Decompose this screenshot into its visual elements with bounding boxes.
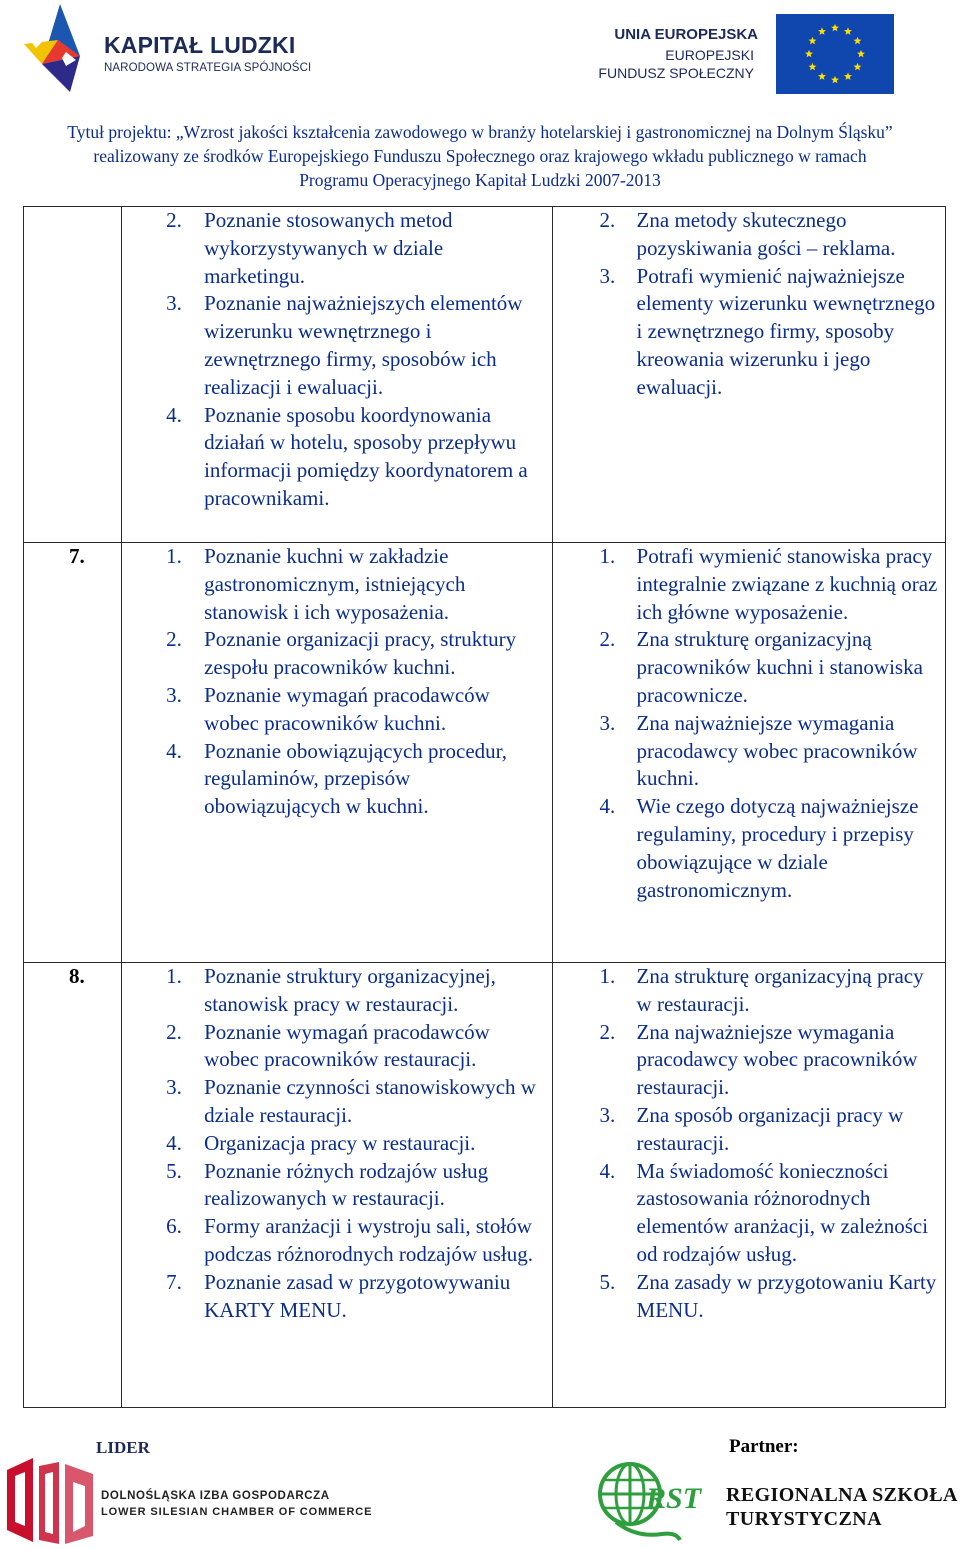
program-table: [23, 206, 946, 1408]
outcomes-cell-list: [600, 963, 939, 1324]
goal-item-text: Poznanie sposobu koordynowania działań w hotelu, sposoby przepływu informacji pomiędzy koordynatorem a pracownikami.: [204, 402, 528, 510]
goal-item-number: 5.: [166, 1158, 182, 1183]
outcome-item-text: Potrafi wymienić stanowiska pracy integralnie związane z kuchnią oraz ich główne wyposażenie.: [636, 544, 938, 624]
outcome-item: [600, 1158, 939, 1269]
outcome-item-number: 5.: [599, 1269, 616, 1294]
goal-item-number: 1.: [166, 964, 182, 988]
eu-logo: [594, 14, 894, 98]
kapital-ludzki-subtitle: NARODOWA STRATEGIA SPÓJNOŚCI: [104, 62, 312, 74]
goal-item: [166, 682, 545, 738]
table-row: [24, 543, 946, 963]
rst-name-line1: REGIONALNA SZKOŁA: [726, 1484, 958, 1506]
eu-line3: FUNDUSZ SPOŁECZNY: [598, 65, 754, 81]
goals-cell: [122, 207, 552, 543]
goal-item-text: Poznanie kuchni w zakładzie gastronomicznym, istniejących stanowisk i ich wyposażenia.: [204, 544, 466, 624]
outcome-item-text: Zna strukturę organizacyjną pracy w restauracji.: [636, 964, 924, 1016]
goal-item-text: Poznanie struktury organizacyjnej, stanowisk pracy w restauracji.: [204, 964, 496, 1016]
goal-item-number: 4.: [166, 402, 182, 427]
row-number: [24, 207, 122, 543]
goal-item-number: 3.: [166, 682, 182, 707]
goal-item-text: Poznanie zasad w przygotowywaniu KARTY MENU.: [204, 1269, 511, 1322]
goal-item-text: Poznanie najważniejszych elementów wizerunku wewnętrznego i zewnętrznego firmy, sposobów ich realizacji i ewaluacji.: [204, 291, 523, 399]
goals-cell-list: [166, 207, 545, 513]
goal-item: [166, 402, 545, 513]
outcome-item-number: 2.: [599, 208, 616, 232]
goal-item-number: 1.: [166, 544, 182, 568]
outcomes-cell-list: [600, 543, 939, 904]
outcome-item-number: 3.: [599, 263, 616, 288]
dig-name-pl: DOLNOŚLĄSKA IZBA GOSPODARCZA: [101, 1490, 330, 1502]
goal-item-number: 7.: [166, 1269, 182, 1294]
goal-item: [166, 207, 545, 290]
goal-item: [166, 543, 545, 626]
goal-item: [166, 1019, 545, 1075]
outcome-item-text: Zna sposób organizacji pracy w restauracji.: [636, 1102, 904, 1155]
outcome-item: [600, 710, 939, 793]
goal-item-number: 2.: [166, 627, 182, 652]
outcome-item: [600, 626, 939, 709]
goals-cell-list: [166, 543, 545, 821]
outcome-item: [600, 793, 939, 904]
outcome-item-text: Zna strukturę organizacyjną pracowników kuchni i stanowiska pracownicze.: [636, 627, 923, 707]
project-title-line2: realizowany ze środków Europejskiego Funduszu Społecznego oraz krajowego wkładu publicznego w ramach: [93, 146, 867, 166]
outcomes-cell-list: [600, 207, 939, 402]
goal-item: [166, 963, 545, 1019]
goal-item-text: Poznanie czynności stanowiskowych w dziale restauracji.: [204, 1075, 536, 1127]
outcome-item-text: Zna najważniejsze wymagania pracodawcy wobec pracowników kuchni.: [636, 710, 918, 791]
goal-item-number: 3.: [166, 1075, 182, 1100]
goal-item: [166, 1213, 545, 1269]
goal-item-text: Poznanie obowiązujących procedur, regulaminów, przepisów obowiązujących w kuchni.: [204, 738, 508, 819]
outcome-item-number: 4.: [599, 1158, 616, 1183]
outcome-item-text: Potrafi wymienić najważniejsze elementy wizerunku wewnętrznego i zewnętrznego firmy, sposoby kreowania wizerunku i jego ewaluacji.: [636, 263, 936, 399]
outcome-item: [600, 963, 939, 1019]
rst-name-line2: TURYSTYCZNA: [726, 1508, 882, 1530]
project-title: [0, 120, 960, 192]
outcomes-cell: [552, 543, 945, 963]
row-number: 7.: [24, 543, 122, 963]
goal-item-number: 3.: [166, 291, 182, 316]
project-title-line3: Programu Operacyjnego Kapitał Ludzki 2007-2013: [299, 170, 661, 190]
outcome-item-number: 2.: [599, 1019, 616, 1044]
outcome-item: [600, 263, 939, 402]
outcome-item-text: Ma świadomość konieczności zastosowania różnorodnych elementów aranżacji, w zależności od rodzajów usług.: [636, 1158, 929, 1266]
goal-item-number: 6.: [166, 1214, 182, 1239]
outcome-item-text: Zna metody skutecznego pozyskiwania gości – reklama.: [636, 208, 896, 260]
goals-cell: [122, 963, 552, 1408]
outcome-item-number: 4.: [599, 794, 616, 819]
kapital-ludzki-title: KAPITAŁ LUDZKI: [104, 32, 296, 58]
outcome-item: [600, 207, 939, 263]
rst-logo-text: RST: [646, 1482, 702, 1515]
goal-item: [166, 626, 545, 682]
goal-item-text: Poznanie organizacji pracy, struktury zespołu pracowników kuchni.: [204, 627, 517, 680]
outcome-item-text: Wie czego dotyczą najważniejsze regulaminy, procedury i przepisy obowiązujące w dziale gastronomicznym.: [636, 794, 919, 902]
project-title-line1: Tytuł projektu: „Wzrost jakości kształcenia zawodowego w branży hotelarskiej i gastronomicznej na Dolnym Śląsku”: [67, 122, 893, 142]
outcome-item-number: 1.: [599, 964, 616, 988]
goal-item: [166, 738, 545, 821]
goal-item-number: 4.: [166, 1130, 182, 1155]
goal-item-number: 2.: [166, 208, 182, 232]
goal-item: [166, 1074, 545, 1130]
goals-cell: [122, 543, 552, 963]
goal-item-number: 4.: [166, 738, 182, 763]
outcome-item: [600, 1269, 939, 1325]
table-row: [24, 207, 946, 543]
outcome-item-number: 3.: [599, 710, 616, 735]
goal-item-text: Organizacja pracy w restauracji.: [204, 1130, 476, 1155]
lider-label: LIDER: [96, 1438, 150, 1457]
table-row: [24, 963, 946, 1408]
kapital-ludzki-emblem-icon: [22, 4, 100, 96]
outcome-item: [600, 543, 939, 626]
eu-line2: EUROPEJSKI: [665, 47, 754, 63]
kapital-ludzki-logo: [22, 4, 322, 96]
goal-item: [166, 1130, 545, 1158]
goal-item-text: Poznanie wymagań pracodawców wobec pracowników kuchni.: [204, 682, 490, 735]
goal-item: [166, 1158, 545, 1214]
row-number: 8.: [24, 963, 122, 1408]
goal-item: [166, 1269, 545, 1325]
goal-item-text: Poznanie stosowanych metod wykorzystywanych w dziale marketingu.: [204, 208, 453, 288]
goal-item-text: Poznanie wymagań pracodawców wobec pracowników restauracji.: [204, 1019, 490, 1072]
eu-flag-icon: [776, 14, 894, 94]
outcome-item-number: 1.: [599, 544, 616, 568]
outcome-item-number: 3.: [599, 1102, 616, 1127]
partner-label: Partner:: [729, 1436, 799, 1457]
dig-name-en: LOWER SILESIAN CHAMBER OF COMMERCE: [101, 1506, 373, 1518]
goal-item-text: Formy aranżacji i wystroju sali, stołów podczas różnorodnych rodzajów usług.: [204, 1214, 533, 1266]
outcomes-cell: [552, 963, 945, 1408]
outcome-item: [600, 1102, 939, 1158]
outcomes-cell: [552, 207, 945, 543]
outcome-item: [600, 1019, 939, 1102]
outcome-item-text: Zna zasady w przygotowaniu Karty MENU.: [636, 1269, 937, 1322]
goal-item-text: Poznanie różnych rodzajów usług realizowanych w restauracji.: [204, 1158, 489, 1211]
eu-line1: UNIA EUROPEJSKA: [614, 26, 758, 43]
rst-globe-logo-icon: [596, 1460, 708, 1544]
outcome-item-number: 2.: [599, 627, 616, 652]
goal-item: [166, 290, 545, 401]
goal-item-number: 2.: [166, 1019, 182, 1044]
outcome-item-text: Zna najważniejsze wymagania pracodawcy wobec pracowników restauracji.: [636, 1019, 918, 1100]
dig-logo-icon: [3, 1456, 95, 1546]
goals-cell-list: [166, 963, 545, 1324]
